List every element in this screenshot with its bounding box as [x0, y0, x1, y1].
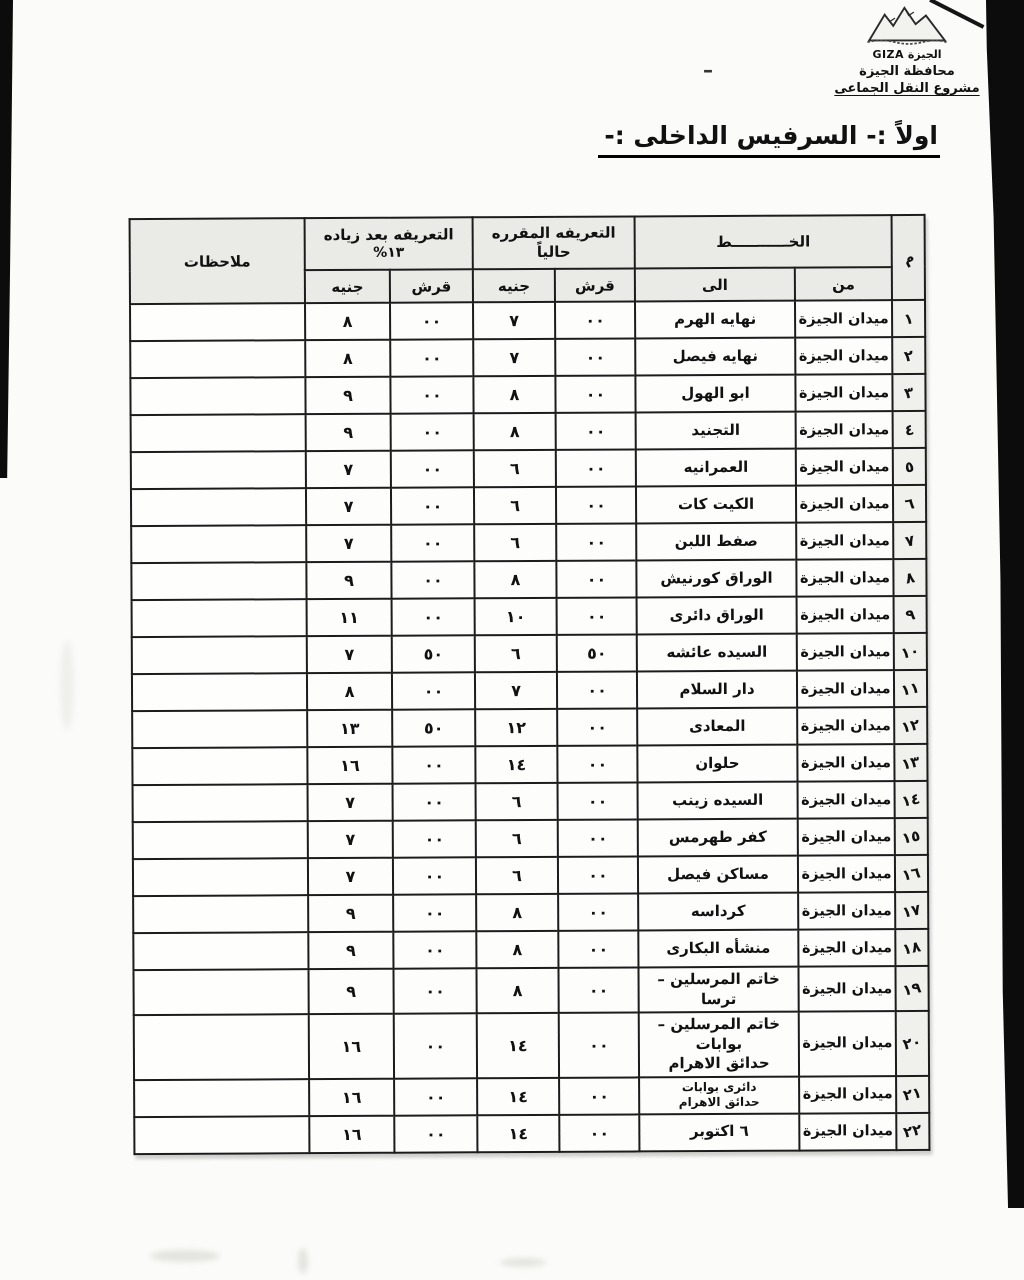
row-number-cell: ١٣: [894, 744, 927, 781]
increased-genih-cell: ٧: [306, 488, 391, 525]
notes-cell: [132, 710, 307, 748]
current-qirsh-cell: ٠٠: [555, 301, 635, 338]
row-number-cell: ١٨: [895, 929, 928, 966]
page-title: اولاً :- السرفيس الداخلى :-: [598, 121, 940, 158]
current-qirsh-cell: ٠٠: [558, 819, 638, 856]
header-notes: ملاحظات: [130, 218, 305, 304]
stray-dash-mark: –: [703, 58, 713, 82]
current-qirsh-cell: ٠٠: [557, 708, 637, 745]
to-cell: التجنيد: [636, 412, 796, 450]
current-genih-cell: ١٠: [475, 598, 557, 635]
notes-cell: [132, 636, 307, 674]
to-cell: خاتم المرسلين –ترسا: [639, 967, 799, 1013]
row-number-cell: ١١: [894, 670, 927, 707]
table-row: [133, 855, 928, 896]
current-qirsh-cell: ٠٠: [559, 1114, 639, 1151]
notes-cell: [131, 451, 306, 489]
header-from: من: [795, 267, 892, 301]
to-cell: ابو الهول: [635, 375, 795, 413]
table-row: [130, 337, 925, 378]
current-genih-cell: ٨: [476, 931, 558, 968]
scan-smudge: [60, 640, 74, 730]
increased-qirsh-cell: ٠٠: [391, 561, 474, 598]
letterhead: [828, 2, 986, 96]
table-row: [132, 744, 927, 785]
to-cell: مساكن فيصل: [638, 856, 798, 894]
table-row: [132, 633, 927, 674]
row-number-cell: ٣: [892, 374, 925, 411]
current-genih-cell: ١٤: [477, 1115, 559, 1152]
increased-genih-cell: ٨: [305, 303, 390, 340]
increased-genih-cell: ٧: [307, 636, 392, 673]
row-number-cell: ١٥: [895, 818, 928, 855]
increased-qirsh-cell: ٠٠: [392, 672, 475, 709]
to-cell: دار السلام: [637, 671, 797, 709]
from-cell: ميدان الجيزة: [797, 670, 894, 708]
logo-caption: الجيزة GIZA: [872, 48, 942, 61]
increased-genih-cell: ٧: [308, 784, 393, 821]
current-qirsh-cell: ٠٠: [558, 930, 638, 967]
from-cell: ميدان الجيزة: [798, 818, 895, 856]
from-cell: ميدان الجيزة: [799, 1011, 896, 1076]
current-genih-cell: ٧: [475, 672, 557, 709]
increased-genih-cell: ٩: [306, 562, 391, 599]
from-cell: ميدان الجيزة: [798, 892, 895, 930]
increased-qirsh-cell: ٠٠: [394, 968, 477, 1013]
row-number-cell: ٩: [894, 596, 927, 633]
from-cell: ميدان الجيزة: [796, 485, 893, 523]
current-genih-cell: ١٤: [477, 1077, 559, 1115]
row-number-cell: ١٤: [895, 781, 928, 818]
from-cell: ميدان الجيزة: [797, 633, 894, 671]
current-genih-cell: ٦: [476, 783, 558, 820]
scan-smudge: [150, 1250, 220, 1262]
increased-qirsh-cell: ٠٠: [391, 413, 474, 450]
to-cell: السيده عائشه: [637, 634, 797, 672]
current-qirsh-cell: ٠٠: [558, 782, 638, 819]
notes-cell: [133, 784, 308, 822]
current-qirsh-cell: ٠٠: [556, 412, 636, 449]
current-genih-cell: ١٤: [477, 1013, 559, 1078]
current-qirsh-cell: ٠٠: [555, 375, 635, 412]
current-qirsh-cell: ٠٠: [556, 486, 636, 523]
to-cell: خاتم المرسلين – بوابات حدائق الاهرام: [639, 1012, 799, 1077]
current-qirsh-cell: ٠٠: [556, 449, 636, 486]
current-genih-cell: ١٤: [475, 746, 557, 783]
table-row: [132, 707, 927, 748]
header-current-genih: جنيه: [473, 269, 555, 302]
increased-qirsh-cell: ٠٠: [392, 746, 475, 783]
notes-cell: [132, 599, 307, 637]
table-row: [134, 1011, 929, 1080]
table-row: [134, 1075, 929, 1116]
current-genih-cell: ٧: [473, 302, 555, 339]
notes-cell: [131, 525, 306, 563]
to-cell: كرداسه: [638, 893, 798, 931]
increased-genih-cell: ٧: [308, 821, 393, 858]
to-cell: منشأه البكارى: [638, 930, 798, 968]
notes-cell: [134, 1079, 309, 1117]
header-current-tariff: التعريفه المقرره حالياً: [473, 216, 635, 269]
current-qirsh-cell: ٠٠: [555, 338, 635, 375]
increased-qirsh-cell: ٠٠: [391, 487, 474, 524]
from-cell: ميدان الجيزة: [795, 300, 892, 338]
header-index: م: [892, 215, 925, 300]
increased-genih-cell: ١٦: [309, 1078, 394, 1116]
row-number-cell: ١٠: [894, 633, 927, 670]
notes-cell: [134, 1116, 309, 1154]
scan-border-right: [986, 0, 1024, 1208]
increased-genih-cell: ٧: [306, 525, 391, 562]
from-cell: ميدان الجيزة: [799, 1113, 896, 1151]
row-number-cell: ٤: [893, 411, 926, 448]
increased-genih-cell: ٩: [308, 969, 393, 1014]
table-row: [133, 966, 928, 1015]
table-header: [130, 215, 925, 304]
increased-qirsh-cell: ٠٠: [390, 302, 473, 339]
row-number-cell: ٦: [893, 485, 926, 522]
table-row: [131, 485, 926, 526]
header-to: الى: [635, 268, 795, 302]
current-genih-cell: ٦: [476, 857, 558, 894]
to-cell: حلوان: [637, 745, 797, 783]
row-number-cell: ٢٠: [896, 1011, 929, 1076]
current-genih-cell: ١٢: [475, 709, 557, 746]
table-row: [132, 670, 927, 711]
current-genih-cell: ٦: [474, 524, 556, 561]
increased-genih-cell: ٩: [305, 377, 390, 414]
notes-cell: [131, 488, 306, 526]
org-name: محافظة الجيزة: [859, 64, 955, 79]
tariff-table: [129, 214, 931, 1155]
from-cell: ميدان الجيزة: [795, 337, 892, 375]
to-cell: ٦ اكتوبر: [639, 1113, 799, 1151]
from-cell: ميدان الجيزة: [798, 781, 895, 819]
increased-qirsh-cell: ٠٠: [390, 376, 473, 413]
current-genih-cell: ٨: [477, 968, 559, 1013]
increased-qirsh-cell: ٠٠: [390, 339, 473, 376]
increased-genih-cell: ٩: [306, 414, 391, 451]
increased-qirsh-cell: ٠٠: [393, 894, 476, 931]
from-cell: ميدان الجيزة: [796, 522, 893, 560]
increased-genih-cell: ١٦: [309, 1014, 394, 1079]
notes-cell: [132, 747, 307, 785]
current-genih-cell: ٦: [475, 635, 557, 672]
increased-qirsh-cell: ٠٠: [394, 1078, 477, 1116]
from-cell: ميدان الجيزة: [797, 744, 894, 782]
header-increased-qirsh: قرش: [390, 269, 473, 302]
header-increased-tariff: التعريفه بعد زياده ١٣%: [305, 217, 473, 270]
notes-cell: [133, 932, 308, 970]
to-cell: السيده زينب: [638, 782, 798, 820]
current-qirsh-cell: ٠٠: [559, 967, 639, 1012]
table-row: [133, 892, 928, 933]
from-cell: ميدان الجيزة: [797, 596, 894, 634]
to-cell: العمرانيه: [636, 449, 796, 487]
table-body: [130, 300, 929, 1154]
increased-qirsh-cell: ٠٠: [394, 1115, 477, 1152]
notes-cell: [134, 1014, 309, 1079]
row-number-cell: ٥: [893, 448, 926, 485]
table-row: [130, 300, 925, 341]
table-row: [131, 522, 926, 563]
row-number-cell: ١٢: [894, 707, 927, 744]
current-genih-cell: ٦: [474, 487, 556, 524]
current-genih-cell: ٨: [474, 413, 556, 450]
increased-genih-cell: ٧: [308, 858, 393, 895]
to-cell: الوراق دائرى: [637, 597, 797, 635]
to-cell: دائرى بوابات حدائق الاهرام: [639, 1076, 799, 1114]
increased-genih-cell: ٨: [307, 673, 392, 710]
table-row: [130, 374, 925, 415]
current-genih-cell: ٧: [473, 339, 555, 376]
notes-cell: [130, 303, 305, 341]
org-project: مشروع النقل الجماعى: [834, 81, 980, 96]
from-cell: ميدان الجيزة: [796, 559, 893, 597]
table-row: [132, 596, 927, 637]
increased-genih-cell: ١٣: [307, 710, 392, 747]
to-cell: الكيت كات: [636, 486, 796, 524]
from-cell: ميدان الجيزة: [799, 966, 896, 1012]
increased-qirsh-cell: ٠٠: [392, 598, 475, 635]
scan-smudge: [500, 1258, 546, 1267]
row-number-cell: ١٦: [895, 855, 928, 892]
increased-qirsh-cell: ٠٠: [394, 1013, 477, 1078]
from-cell: ميدان الجيزة: [798, 929, 895, 967]
notes-cell: [132, 673, 307, 711]
increased-qirsh-cell: ٠٠: [393, 857, 476, 894]
increased-genih-cell: ٧: [306, 451, 391, 488]
increased-genih-cell: ٨: [305, 340, 390, 377]
from-cell: ميدان الجيزة: [799, 1076, 896, 1114]
notes-cell: [133, 895, 308, 933]
row-number-cell: ١٧: [895, 892, 928, 929]
current-genih-cell: ٨: [474, 561, 556, 598]
to-cell: صفط اللبن: [636, 523, 796, 561]
increased-qirsh-cell: ٠٠: [391, 450, 474, 487]
notes-cell: [133, 821, 308, 859]
giza-mountains-logo-icon: [864, 2, 950, 48]
current-qirsh-cell: ٠٠: [559, 1077, 639, 1115]
from-cell: ميدان الجيزة: [795, 374, 892, 412]
current-genih-cell: ٨: [473, 376, 555, 413]
increased-qirsh-cell: ٠٠: [393, 820, 476, 857]
current-qirsh-cell: ٠٠: [559, 1012, 639, 1077]
increased-qirsh-cell: ٠٠: [391, 524, 474, 561]
table-row: [133, 781, 928, 822]
notes-cell: [133, 969, 308, 1015]
current-qirsh-cell: ٠٠: [557, 671, 637, 708]
current-genih-cell: ٦: [474, 450, 556, 487]
from-cell: ميدان الجيزة: [798, 855, 895, 893]
from-cell: ميدان الجيزة: [796, 448, 893, 486]
increased-genih-cell: ٩: [308, 895, 393, 932]
current-qirsh-cell: ٥٠: [557, 634, 637, 671]
row-number-cell: ١٩: [896, 966, 929, 1011]
table-row: [133, 818, 928, 859]
row-number-cell: ٨: [893, 559, 926, 596]
row-number-cell: ٢: [892, 337, 925, 374]
current-qirsh-cell: ٠٠: [556, 523, 636, 560]
header-line-group: الخـــــــــــط: [635, 215, 892, 268]
to-cell: نهايه فيصل: [635, 338, 795, 376]
scan-smudge: [298, 1248, 308, 1274]
current-qirsh-cell: ٠٠: [557, 745, 637, 782]
current-qirsh-cell: ٠٠: [558, 893, 638, 930]
notes-cell: [130, 340, 305, 378]
notes-cell: [133, 858, 308, 896]
current-genih-cell: ٨: [476, 894, 558, 931]
notes-cell: [131, 414, 306, 452]
row-number-cell: ١: [892, 300, 925, 337]
header-increased-genih: جنيه: [305, 270, 390, 303]
table-row: [134, 1113, 929, 1154]
to-cell: كفر طهرمس: [638, 819, 798, 857]
table-row: [131, 448, 926, 489]
increased-genih-cell: ١١: [307, 599, 392, 636]
increased-genih-cell: ٩: [308, 932, 393, 969]
table-row: [131, 559, 926, 600]
current-qirsh-cell: ٠٠: [558, 856, 638, 893]
from-cell: ميدان الجيزة: [797, 707, 894, 745]
header-current-qirsh: قرش: [555, 268, 635, 301]
row-number-cell: ٢١: [896, 1075, 929, 1112]
from-cell: ميدان الجيزة: [796, 411, 893, 449]
notes-cell: [131, 562, 306, 600]
notes-cell: [130, 377, 305, 415]
increased-genih-cell: ١٦: [307, 747, 392, 784]
current-qirsh-cell: ٠٠: [557, 597, 637, 634]
to-cell: المعادى: [637, 708, 797, 746]
scan-border-left: [0, 0, 13, 478]
row-number-cell: ٢٢: [896, 1113, 929, 1150]
increased-qirsh-cell: ٥٠: [392, 709, 475, 746]
increased-qirsh-cell: ٥٠: [392, 635, 475, 672]
current-genih-cell: ٦: [476, 820, 558, 857]
increased-qirsh-cell: ٠٠: [393, 931, 476, 968]
to-cell: الوراق كورنيش: [636, 560, 796, 598]
table-row: [131, 411, 926, 452]
table-row: [133, 929, 928, 970]
to-cell: نهايه الهرم: [635, 301, 795, 339]
row-number-cell: ٧: [893, 522, 926, 559]
increased-qirsh-cell: ٠٠: [393, 783, 476, 820]
increased-genih-cell: ١٦: [309, 1115, 394, 1152]
current-qirsh-cell: ٠٠: [556, 560, 636, 597]
